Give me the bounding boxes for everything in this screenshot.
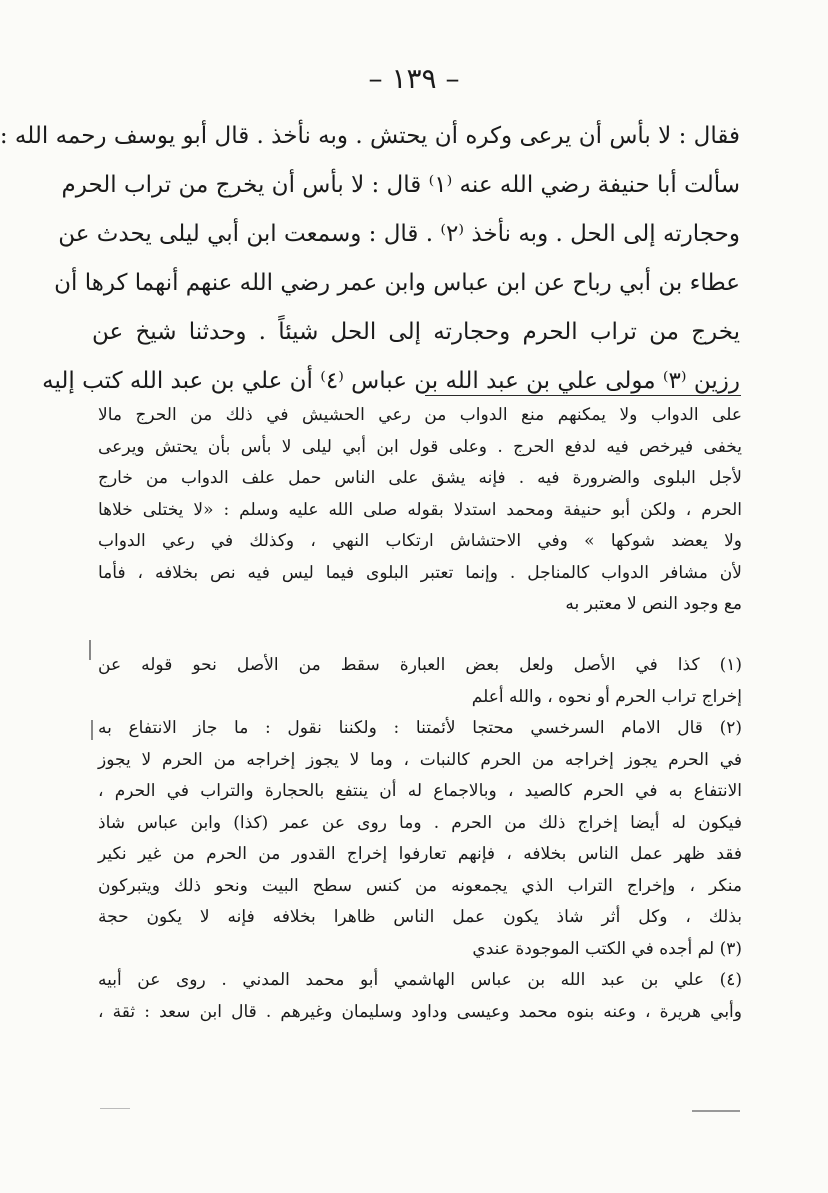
- footnote-line: في الحرم يجوز إخراجه من الحرم كالنبات ، وما لا يجوز إخراجه من الحرم لا يجوز: [98, 749, 742, 770]
- note-line: مع وجود النص لا معتبر به: [565, 594, 742, 614]
- footnote-line: (٢) قال الامام السرخسي محتجا لأئمتنا : ولكننا نقول : ما جاز الانتفاع به: [98, 718, 742, 738]
- note-line: لأجل البلوى والضرورة فيه . فإنه يشق على الناس حمل علف الدواب من خارج: [98, 468, 742, 488]
- footnotes: [98, 650, 742, 1028]
- footnote-line: (٤) علي بن عبد الله بن عباس الهاشمي أبو محمد المدني . روى عن أبيه: [98, 970, 742, 990]
- main-text-line: سألت أبا حنيفة رضي الله عنه ⁽١⁾ قال : لا بأس أن يخرج من تراب الحرم: [61, 172, 740, 198]
- main-text-body: [0, 112, 740, 406]
- main-text-line: فقال : لا بأس أن يرعى وكره أن يحتش . وبه نأخذ . قال أبو يوسف رحمه الله :: [0, 123, 740, 149]
- footnote-line: منكر ، وإخراج التراب الذي يجمعونه من كنس سطح البيت ونحو ذلك ويتبركون: [98, 875, 742, 896]
- note-line: الحرم ، ولكن أبو حنيفة ومحمد استدلا بقوله صلى الله عليه وسلم : «لا يختلى خلاها: [98, 499, 742, 520]
- footnote-line: (١) كذا في الأصل ولعل بعض العبارة سقط من الأصل نحو قوله عن: [98, 655, 742, 675]
- margin-bracket-mark: [91, 720, 103, 740]
- note-line: على الدواب ولا يمكنهم منع الدواب من رعي الحشيش في ذلك من الحرج مالا: [98, 405, 742, 425]
- footnote-line: (٣) لم أجده في الكتب الموجودة عندي: [472, 938, 742, 959]
- scan-artifact-line: [692, 1110, 740, 1112]
- main-text-line: وحجارته إلى الحل . وبه نأخذ ⁽٢⁾ . قال : وسمعت ابن أبي ليلى يحدث عن: [58, 221, 740, 247]
- footnote-divider: [425, 395, 741, 396]
- footnote-line: فيكون له أيضا إخراج ذلك من الحرم . وما روى عن عمر (كذا) وابن عباس شاذ: [98, 812, 742, 833]
- main-text-line: عطاء بن أبي رباح عن ابن عباس وابن عمر رضي الله عنهم أنهما كرها أن: [54, 270, 740, 296]
- page-number: – ١٣٩ –: [368, 62, 460, 95]
- footnote-line: إخراج تراب الحرم أو نحوه ، والله أعلم: [471, 686, 742, 707]
- margin-bracket-mark: [89, 640, 103, 660]
- continuation-notes: [98, 400, 742, 621]
- main-text-line: رزين ⁽٣⁾ مولى علي بن عبد الله بن عباس ⁽٤⁾ أن علي بن عبد الله كتب إليه: [42, 368, 740, 394]
- note-line: يخفى فيرخص فيه لدفع الحرج . وعلى قول ابن أبي ليلى لا بأس بأن يحتش ويرعى: [98, 436, 742, 457]
- note-line: ولا يعضد شوكها » وفي الاحتشاش ارتكاب النهي ، وكذلك في رعي الدواب: [98, 531, 742, 551]
- footnote-line: الانتفاع به في الحرم كالصيد ، وبالاجماع له أن ينتفع بالحجارة والتراب في الحرم ،: [98, 781, 742, 801]
- note-line: لأن مشافر الدواب كالمناجل . وإنما تعتبر البلوى فيما ليس فيه نص بخلافه ، فأما: [98, 562, 742, 583]
- scan-artifact-dot: [100, 1108, 130, 1109]
- footnote-line: بذلك ، وكل أثر شاذ يكون عمل الناس ظاهرا بخلافه فإنه لا يكون حجة: [98, 907, 742, 927]
- footnote-line: فقد ظهر عمل الناس بخلافه ، فإنهم تعارفوا إخراج القدور من الحرم من غير نكير: [98, 844, 742, 864]
- main-text-line: يخرج من تراب الحرم وحجارته إلى الحل شيئاً . وحدثنا شيخ عن: [92, 319, 740, 345]
- footnote-line: وأبي هريرة ، وعنه بنوه محمد وعيسى وداود وسليمان وغيرهم . قال ابن سعد : ثقة ،: [98, 1001, 742, 1022]
